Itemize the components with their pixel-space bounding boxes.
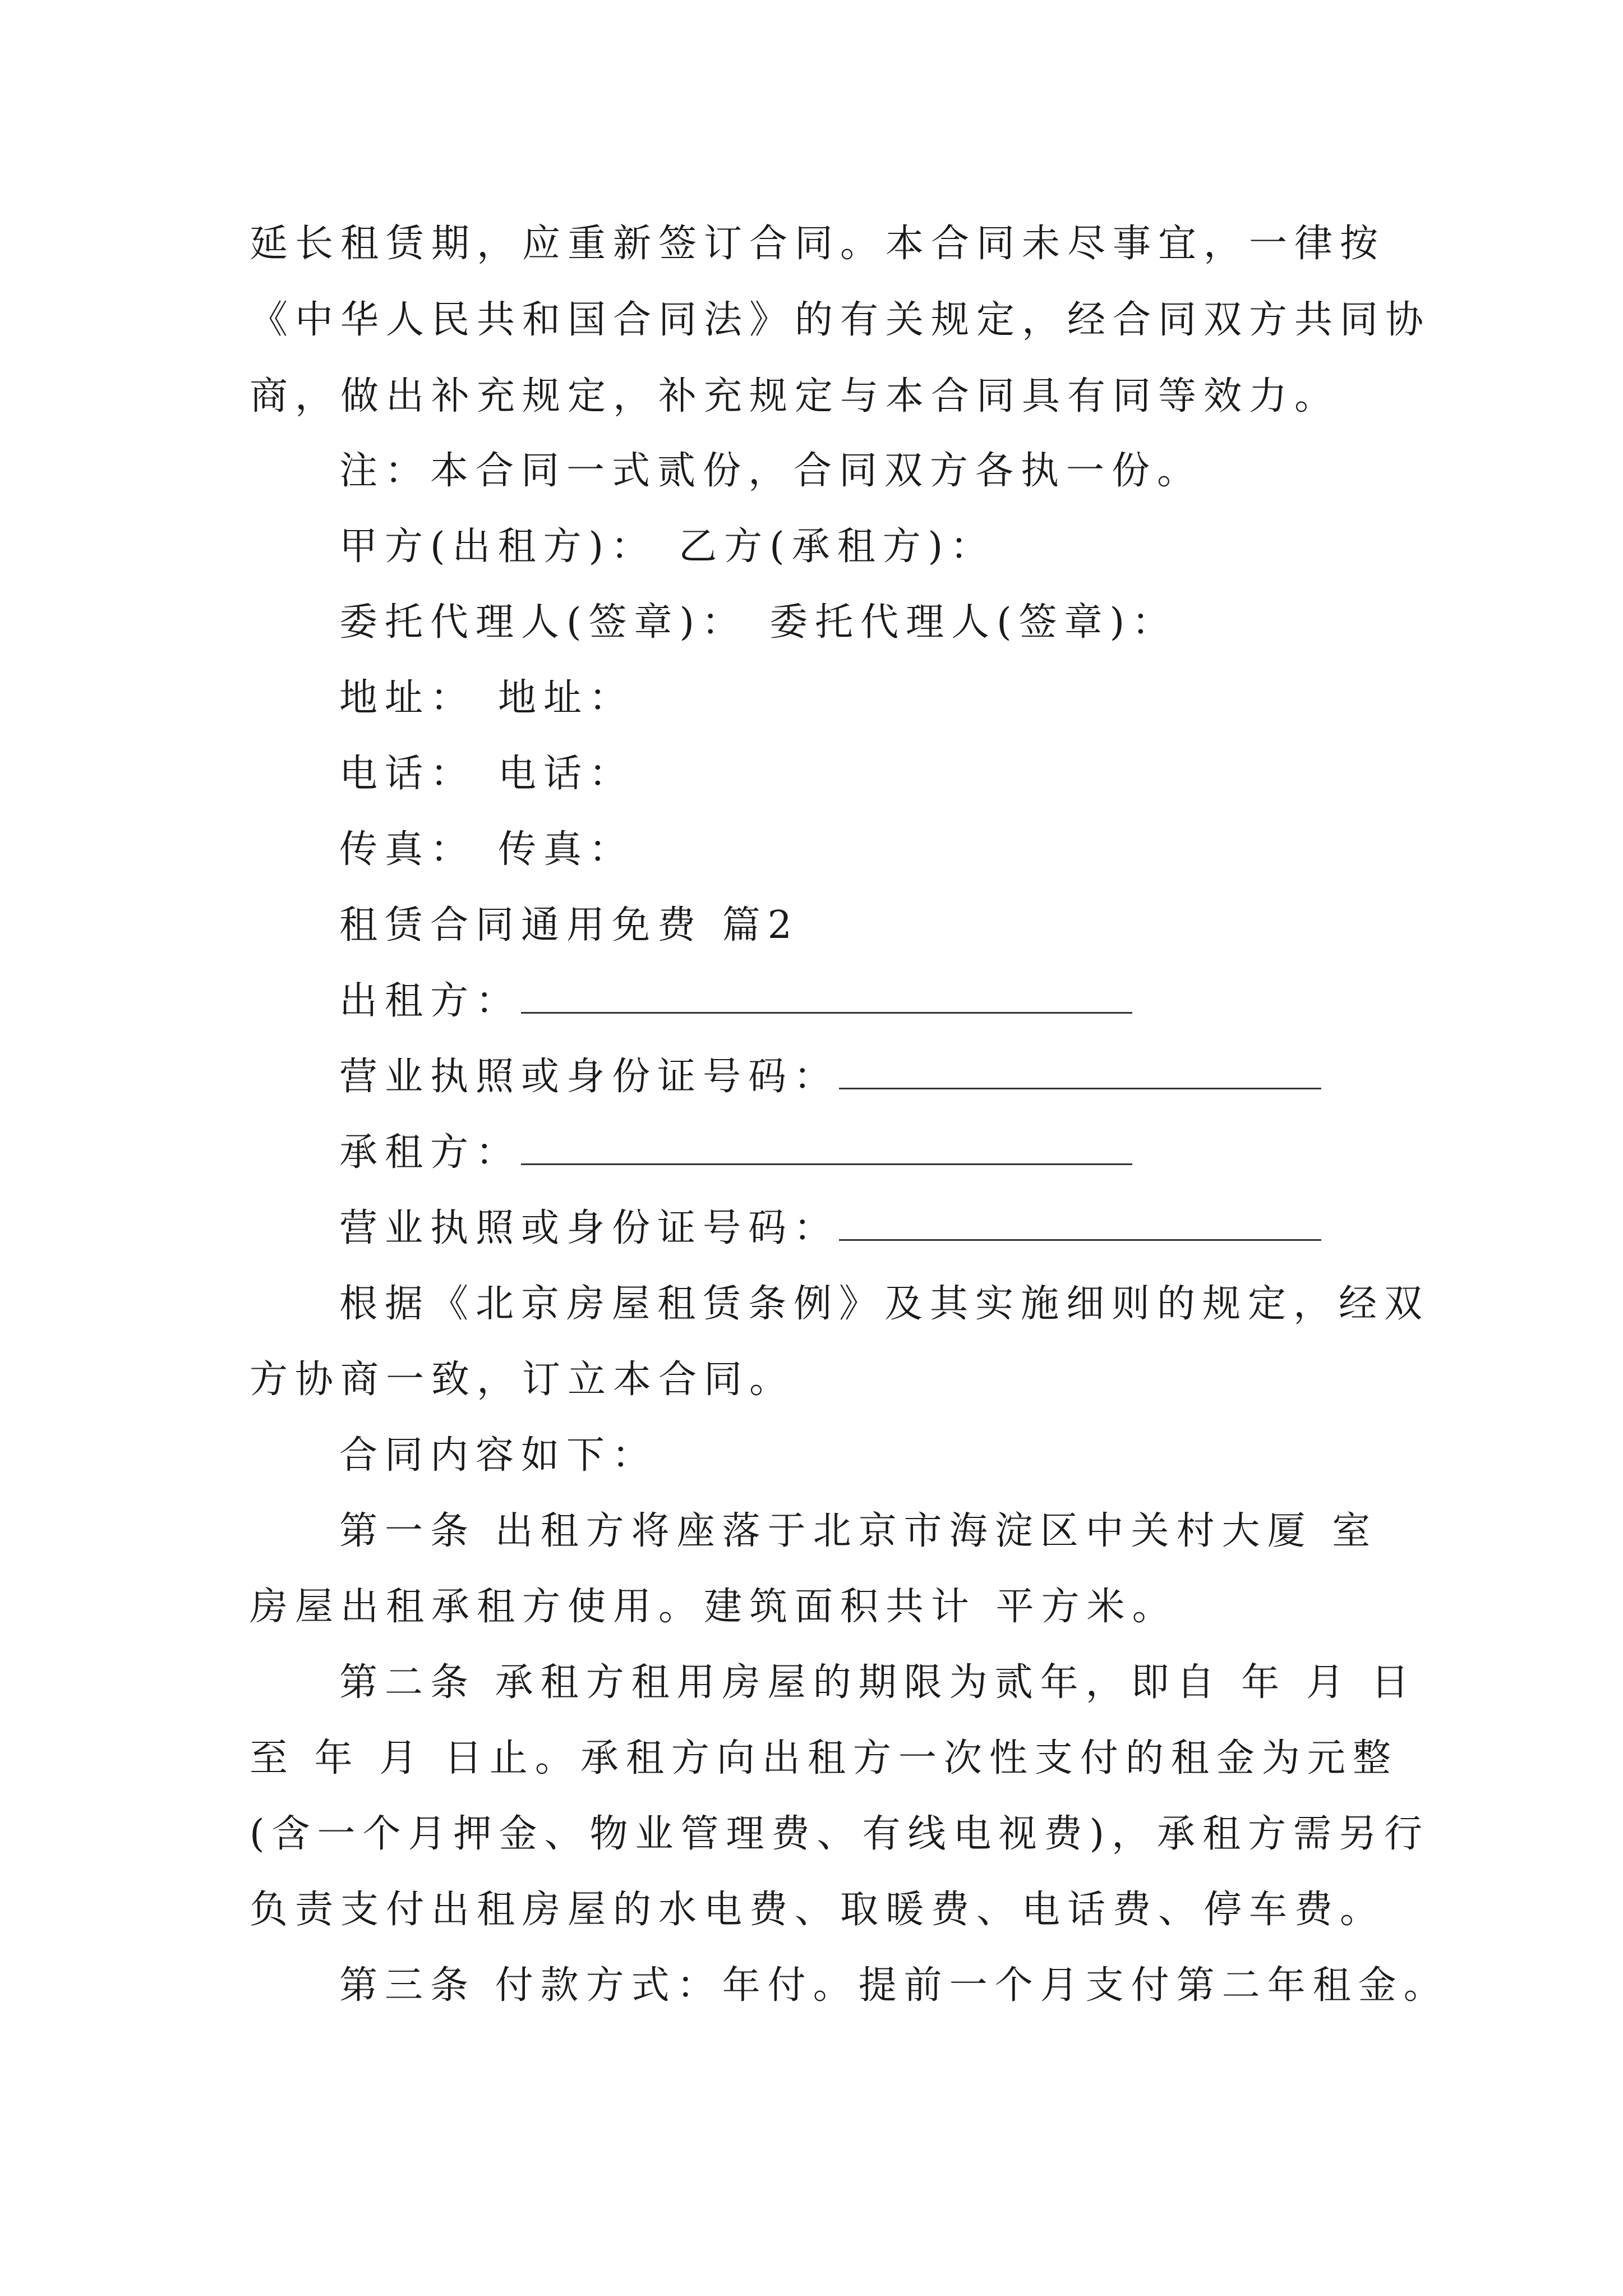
lessor-blank-line (521, 978, 1132, 1014)
paragraph-line: 延长租赁期，应重新签订合同。本合同未尽事宜，一律按 (250, 222, 1386, 266)
article2-line: 负责支付出租房屋的水电费、取暖费、电话费、停车费。 (250, 1888, 1386, 1932)
phone-b-label: 电话： (498, 752, 635, 796)
lessee-label: 承租方： (339, 1130, 522, 1175)
article3-line: 第三条 付款方式：年付。提前一个月支付第二年租金。 (339, 1963, 1449, 2008)
lessor-field-row (339, 973, 1132, 1029)
address-b-label: 地址： (498, 676, 635, 720)
signature-row-agents (339, 595, 1177, 651)
lessor-label: 出租方： (339, 979, 522, 1023)
lessor-id-field-row (339, 1049, 1321, 1105)
lessee-id-field-row (339, 1200, 1321, 1257)
signature-row-parties (339, 519, 995, 575)
agent-b-label: 委托代理人(签章)： (769, 600, 1178, 645)
note-line: 注：本合同一式贰份，合同双方各执一份。 (339, 449, 1203, 493)
lessor-id-blank-line (839, 1054, 1321, 1089)
contents-intro: 合同内容如下： (339, 1433, 658, 1478)
address-a-label: 地址： (339, 676, 476, 720)
lessee-blank-line (521, 1130, 1132, 1165)
preamble-line: 根据《北京房屋租赁条例》及其实施细则的规定，经双 (339, 1282, 1430, 1326)
article2-line: (含一个月押金、物业管理费、有线电视费)，承租方需另行 (250, 1812, 1430, 1856)
preamble-line: 方协商一致，订立本合同。 (250, 1358, 795, 1402)
lessee-id-blank-line (839, 1205, 1321, 1241)
article2-line: 第二条 承租方租用房屋的期限为贰年，即自 年 月 日 (339, 1660, 1417, 1705)
article1-line: 第一条 出租方将座落于北京市海淀区中关村大厦 室 (339, 1509, 1378, 1553)
party-a-label: 甲方(出租方)： (339, 524, 657, 569)
lessee-field-row (339, 1125, 1132, 1181)
lessor-id-label: 营业执照或身份证号码： (339, 1055, 840, 1099)
party-b-label: 乙方(承租方)： (679, 524, 996, 569)
fax-b-label: 传真： (498, 827, 635, 872)
signature-row-fax (339, 822, 634, 878)
paragraph-line: 《中华人民共和国合同法》的有关规定，经合同双方共同协 (250, 298, 1431, 342)
signature-row-address (339, 670, 634, 726)
lessee-id-label: 营业执照或身份证号码： (339, 1206, 840, 1250)
agent-a-label: 委托代理人(签章)： (339, 600, 748, 645)
paragraph-line: 商，做出补充规定，补充规定与本合同具有同等效力。 (250, 374, 1340, 418)
fax-a-label: 传真： (339, 827, 476, 872)
phone-a-label: 电话： (339, 752, 476, 796)
signature-row-phone (339, 746, 634, 802)
article2-line: 至 年 月 日止。承租方向出租方一次性支付的租金为元整 (250, 1736, 1398, 1780)
article1-line: 房屋出租承租方使用。建筑面积共计 平方米。 (250, 1585, 1178, 1629)
section-heading: 租赁合同通用免费 篇2 (339, 903, 799, 947)
